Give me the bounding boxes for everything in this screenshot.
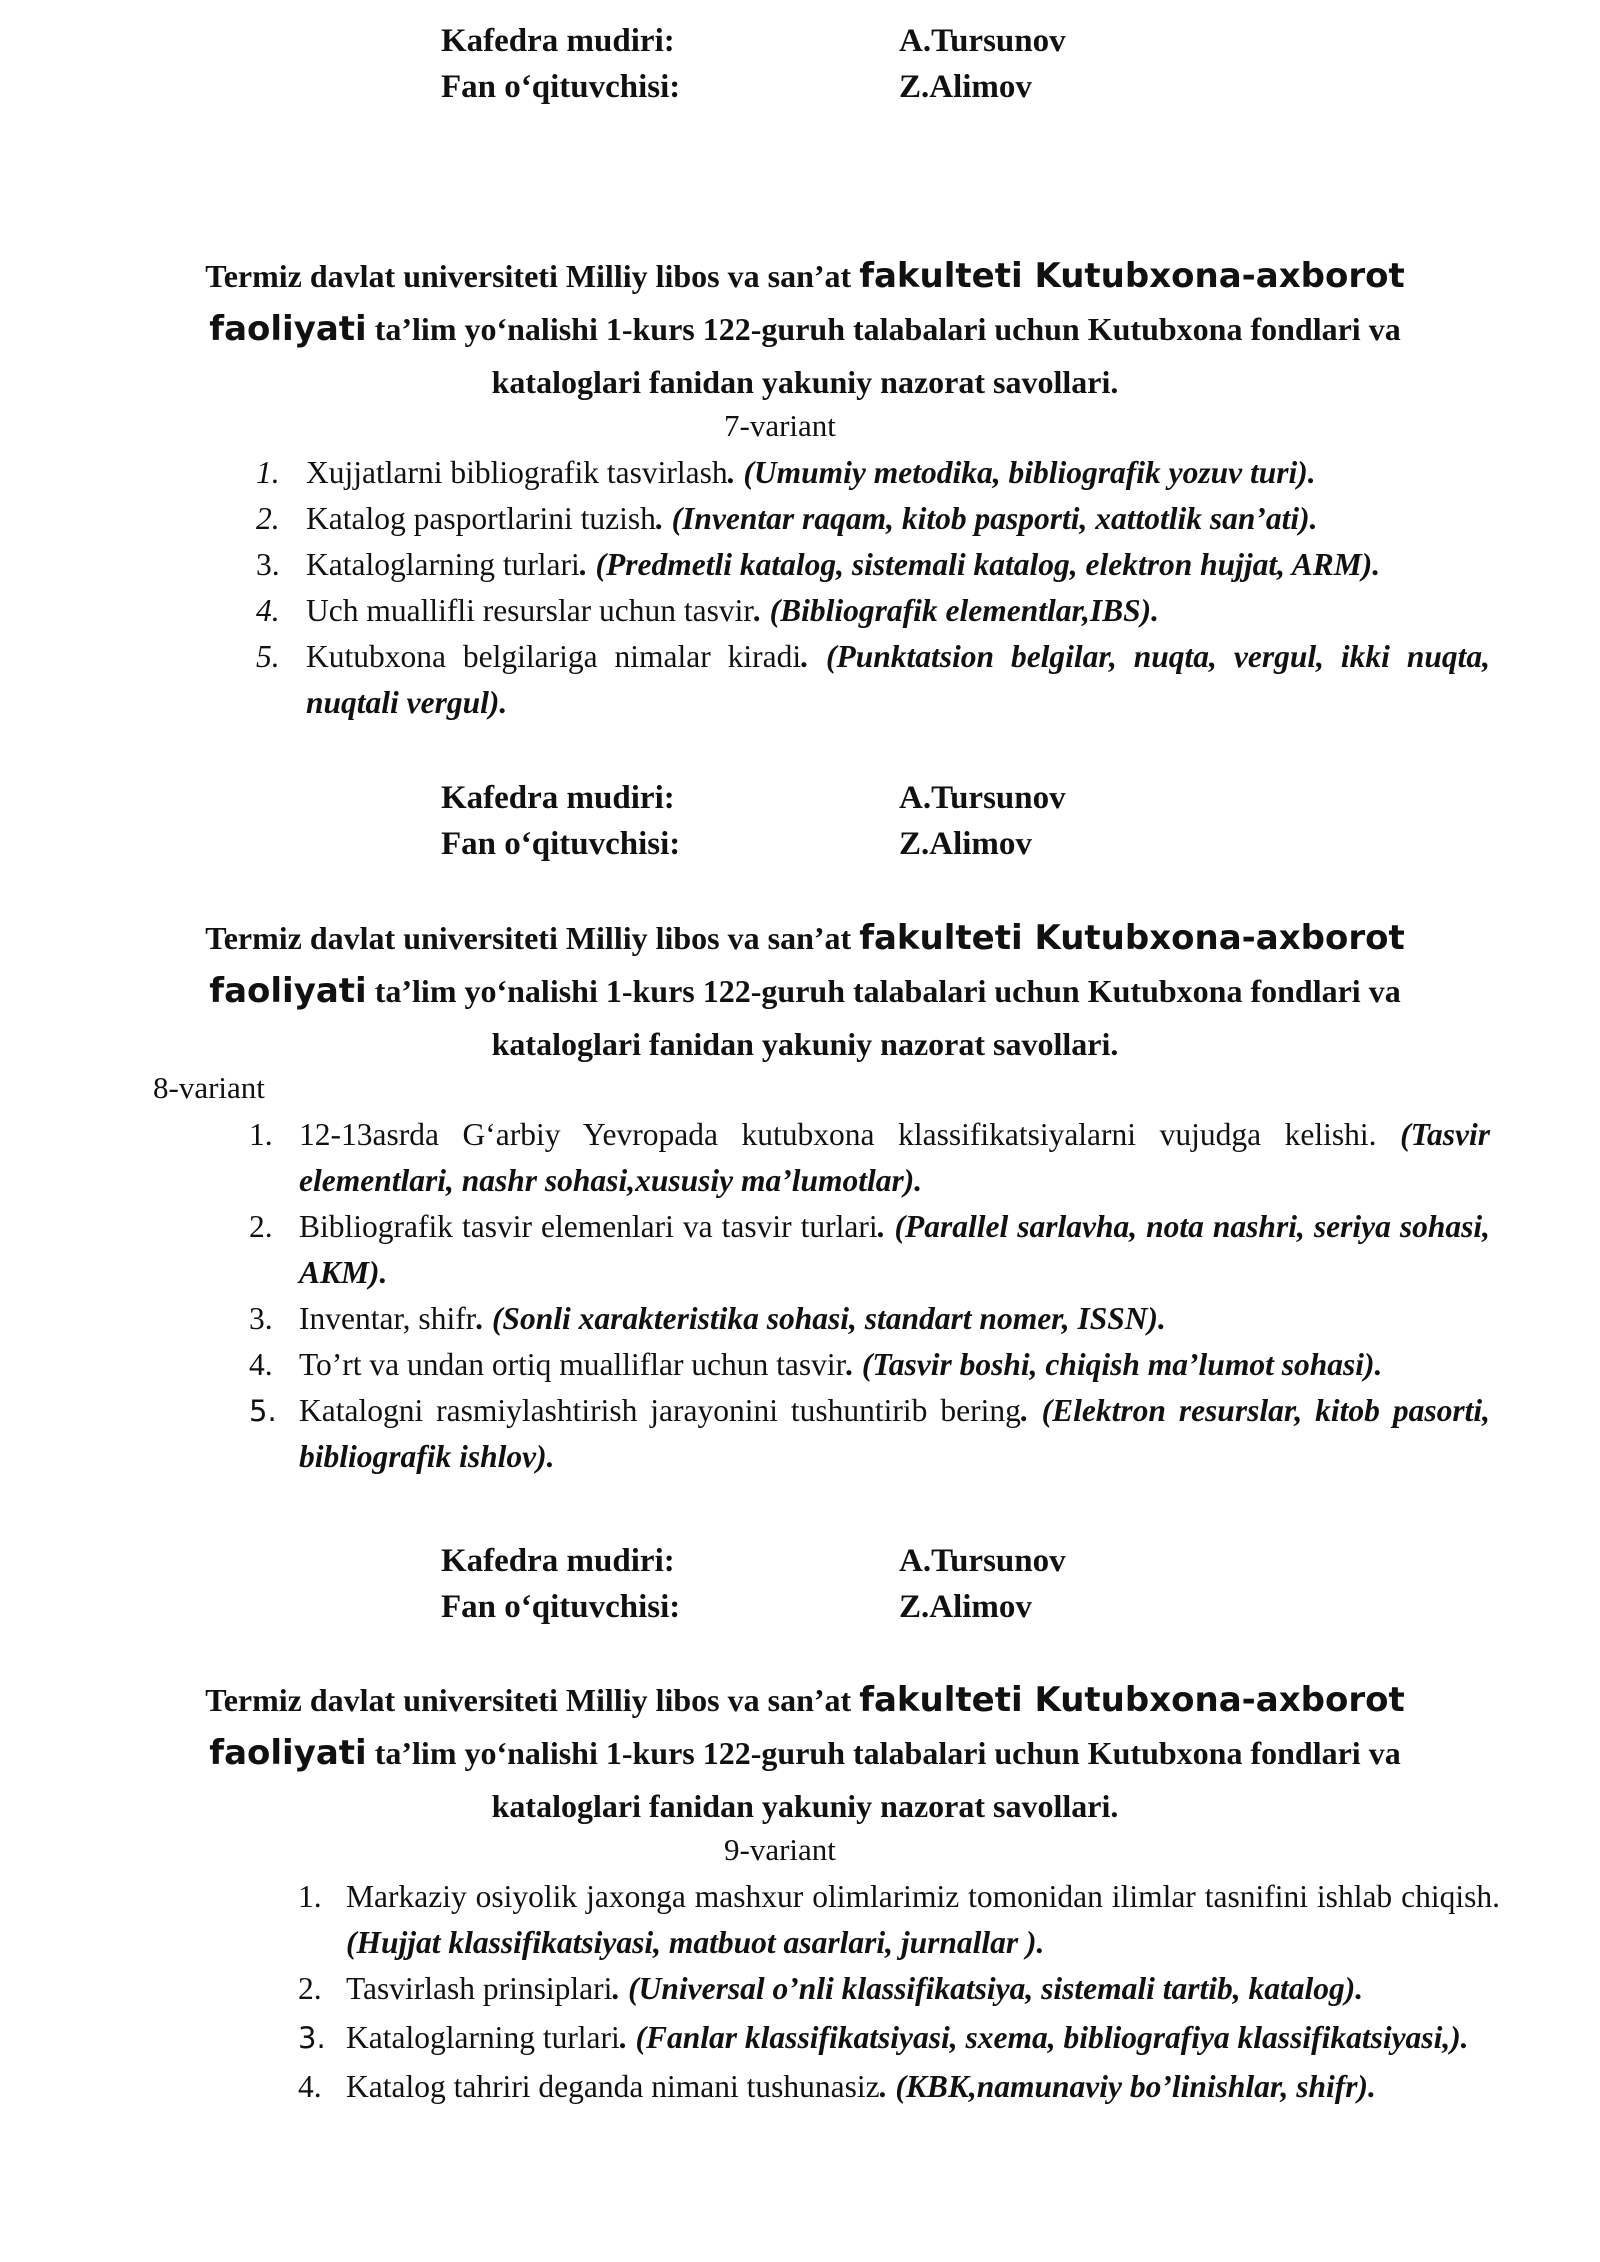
question-answer-keywords: . (Bibliografik elementlar,IBS). bbox=[753, 593, 1160, 628]
question-text: Katalog tahriri deganda nimani tushunasiz bbox=[346, 2069, 880, 2104]
question-answer-keywords: . (Tasvir boshi, chiqish ma’lumot sohasi). bbox=[846, 1347, 1383, 1382]
question-item bbox=[256, 450, 1490, 496]
signature-block bbox=[441, 775, 1141, 867]
question-number: 4. bbox=[256, 593, 280, 628]
header-text-3: ta’lim yo‘nalishi 1-kurs 122-guruh talabalari uchun Kutubxona fondlari va kataloglari fanidan yakuniy nazorat savollari. bbox=[366, 311, 1401, 400]
question-text: Kataloglarning turlari bbox=[306, 547, 580, 582]
head-of-department-label: Kafedra mudiri: bbox=[441, 780, 675, 816]
header-text-1: Termiz davlat universiteti Milliy libos va san’at bbox=[205, 1682, 860, 1718]
question-item bbox=[249, 1342, 1490, 1388]
question-answer-keywords: . (Elektron resurslar, kitob pasorti, bibliografik ishlov). bbox=[299, 1393, 1490, 1474]
question-text: Kataloglarning turlari bbox=[346, 2020, 620, 2055]
question-item bbox=[298, 1966, 1500, 2012]
question-answer-keywords: . (Fanlar klassifikatsiyasi, sxema, bibliografiya klassifikatsiyasi,). bbox=[619, 2020, 1469, 2055]
question-item bbox=[298, 1874, 1500, 1966]
question-list bbox=[298, 1874, 1500, 2110]
exam-header bbox=[160, 1674, 1450, 1833]
teacher-name: Z.Alimov bbox=[899, 69, 1032, 105]
question-number: 4. bbox=[298, 2069, 322, 2104]
question-number: 1. bbox=[298, 1879, 322, 1914]
question-number: 3. bbox=[249, 1301, 273, 1336]
head-of-department-name: A.Tursunov bbox=[899, 1543, 1066, 1579]
exam-header bbox=[160, 250, 1450, 409]
question-answer-keywords: (Hujjat klassifikatsiyasi, matbuot asarlari, jurnallar ). bbox=[346, 1925, 1045, 1960]
question-item bbox=[256, 496, 1490, 542]
question-text: Katalog pasportlarini tuzish bbox=[306, 501, 656, 536]
question-item bbox=[249, 1112, 1490, 1204]
teacher-name: Z.Alimov bbox=[899, 826, 1032, 862]
question-answer-keywords: (Tasvir elementlari, nashr sohasi,xususiy ma’lumotlar). bbox=[299, 1117, 1490, 1198]
question-answer-keywords: . (Punktatsion belgilar, nuqta, vergul, ikki nuqta, nuqtali vergul). bbox=[306, 639, 1490, 720]
question-list bbox=[256, 450, 1490, 726]
question-number: 1. bbox=[249, 1117, 273, 1152]
question-answer-keywords: . (Sonli xarakteristika sohasi, standart nomer, ISSN). bbox=[476, 1301, 1166, 1336]
question-number: 5. bbox=[256, 639, 280, 674]
teacher-label: Fan o‘qituvchisi: bbox=[441, 69, 681, 105]
header-text-1: Termiz davlat universiteti Milliy libos va san’at bbox=[205, 258, 860, 294]
header-text-2: fakulteti Kutubxona-axborot faoliyati bbox=[209, 1680, 1405, 1773]
question-answer-keywords: . (KBK,namunaviy bo’linishlar, shifr). bbox=[879, 2069, 1376, 2104]
question-answer-keywords: . (Predmetli katalog, sistemali katalog, elektron hujjat, ARM). bbox=[579, 547, 1381, 582]
question-item bbox=[298, 2064, 1500, 2110]
header-text-1: Termiz davlat universiteti Milliy libos va san’at bbox=[205, 920, 860, 956]
variant-title: 9-variant bbox=[724, 1832, 836, 1867]
question-text: 12-13asrda G‘arbiy Yevropada kutubxona klassifikatsiyalarni vujudga kelishi. bbox=[299, 1117, 1377, 1152]
head-of-department-name: A.Tursunov bbox=[899, 780, 1066, 816]
question-item bbox=[298, 2015, 1500, 2061]
question-answer-keywords: . (Parallel sarlavha, nota nashri, seriya sohasi, AKM). bbox=[299, 1209, 1491, 1290]
question-text: Markaziy osiyolik jaxonga mashxur olimlarimiz tomonidan ilimlar tasnifini ishlab chiqish. bbox=[346, 1879, 1500, 1914]
question-number: 2. bbox=[256, 501, 280, 536]
head-of-department-label: Kafedra mudiri: bbox=[441, 1543, 675, 1579]
signature-block bbox=[441, 1538, 1141, 1630]
head-of-department-name: A.Tursunov bbox=[899, 23, 1066, 59]
question-number: 2. bbox=[249, 1209, 273, 1244]
header-text-3: ta’lim yo‘nalishi 1-kurs 122-guruh talabalari uchun Kutubxona fondlari va kataloglari fanidan yakuniy nazorat savollari. bbox=[366, 1735, 1401, 1824]
question-item bbox=[249, 1296, 1490, 1342]
question-text: Bibliografik tasvir elemenlari va tasvir turlari bbox=[299, 1209, 878, 1244]
question-number: 4. bbox=[249, 1347, 273, 1382]
question-item bbox=[256, 634, 1490, 726]
question-answer-keywords: . (Inventar raqam, kitob pasporti, xattotlik san’ati). bbox=[655, 501, 1318, 536]
question-number: 5. bbox=[249, 1394, 277, 1428]
question-item bbox=[249, 1388, 1490, 1480]
question-text: Xujjatlarni bibliografik tasvirlash bbox=[306, 455, 728, 490]
variant-title: 8-variant bbox=[153, 1070, 265, 1105]
exam-header bbox=[160, 912, 1450, 1071]
header-text-3: ta’lim yo‘nalishi 1-kurs 122-guruh talabalari uchun Kutubxona fondlari va kataloglari fanidan yakuniy nazorat savollari. bbox=[366, 973, 1401, 1062]
question-number: 1. bbox=[256, 455, 280, 490]
header-text-2: fakulteti Kutubxona-axborot faoliyati bbox=[209, 918, 1405, 1011]
question-item bbox=[256, 588, 1490, 634]
question-list bbox=[249, 1112, 1491, 1480]
question-text: Katalogni rasmiylashtirish jarayonini tushuntirib bering bbox=[299, 1393, 1021, 1428]
question-item bbox=[256, 542, 1490, 588]
question-answer-keywords: . (Umumiy metodika, bibliografik yozuv turi). bbox=[727, 455, 1316, 490]
variant-title: 7-variant bbox=[724, 408, 836, 443]
question-text: Kutubxona belgilariga nimalar kiradi bbox=[306, 639, 802, 674]
question-answer-keywords: . (Universal o’nli klassifikatsiya, sistemali tartib, katalog). bbox=[612, 1971, 1364, 2006]
head-of-department-label: Kafedra mudiri: bbox=[441, 23, 675, 59]
teacher-name: Z.Alimov bbox=[899, 1589, 1032, 1625]
question-number: 3. bbox=[256, 547, 280, 582]
header-text-2: fakulteti Kutubxona-axborot faoliyati bbox=[209, 256, 1405, 349]
teacher-label: Fan o‘qituvchisi: bbox=[441, 1589, 681, 1625]
question-number: 3. bbox=[298, 2021, 326, 2055]
question-text: To’rt va undan ortiq mualliflar uchun tasvir bbox=[299, 1347, 847, 1382]
question-text: Inventar, shifr bbox=[299, 1301, 477, 1336]
question-text: Tasvirlash prinsiplari bbox=[346, 1971, 613, 2006]
question-text: Uch muallifli resurslar uchun tasvir bbox=[306, 593, 754, 628]
teacher-label: Fan o‘qituvchisi: bbox=[441, 826, 681, 862]
question-item bbox=[249, 1204, 1491, 1296]
signature-block bbox=[441, 18, 1141, 110]
question-number: 2. bbox=[298, 1971, 322, 2006]
